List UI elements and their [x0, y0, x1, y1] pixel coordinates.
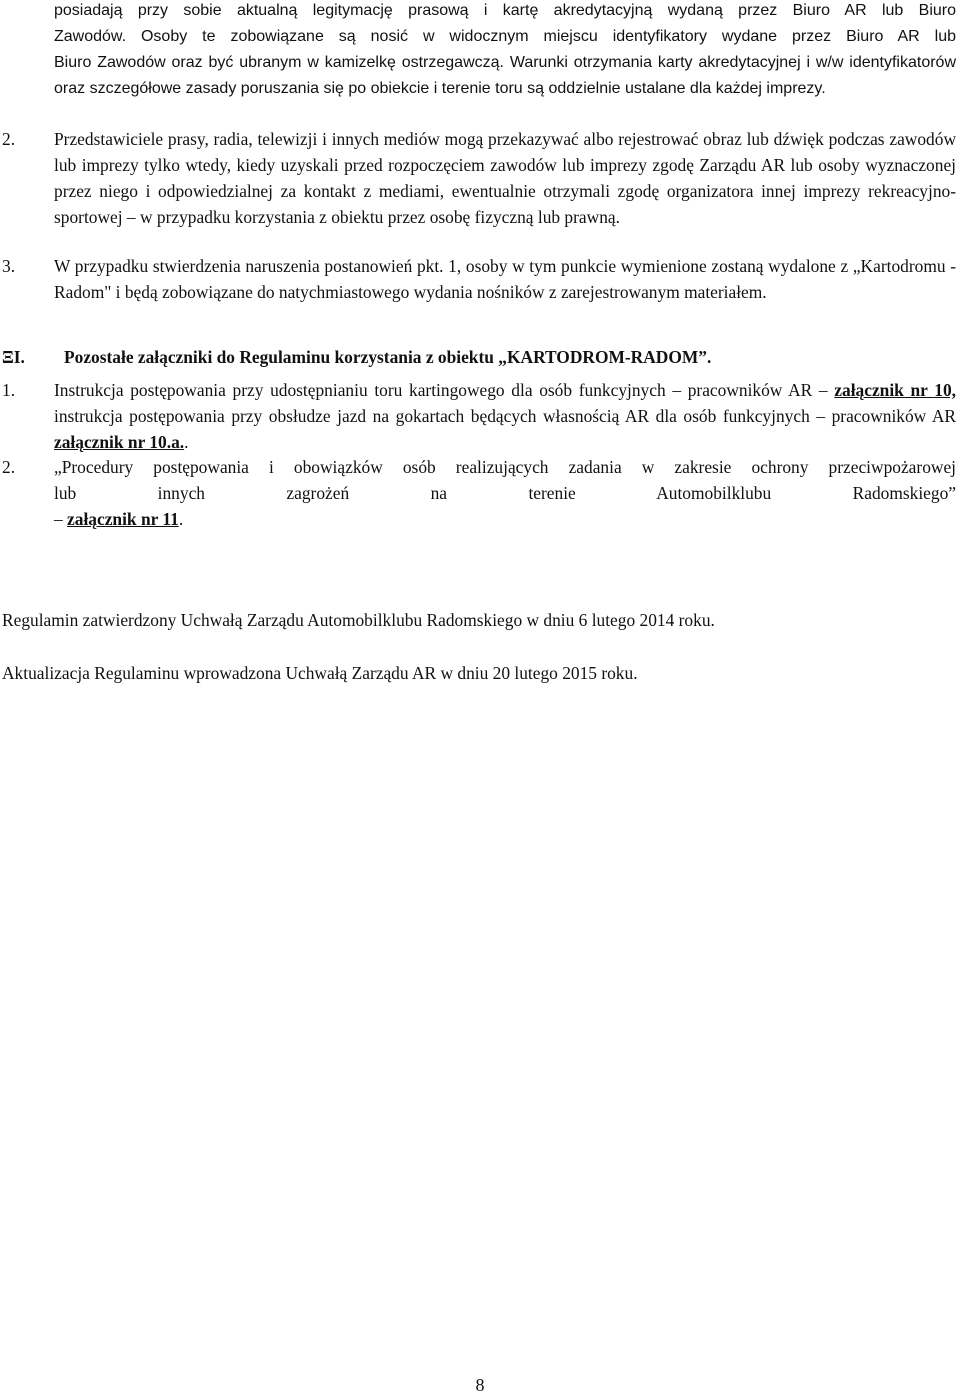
- list-item-2: [0, 126, 956, 230]
- item-1-continuation: [0, 0, 956, 102]
- item-line-2: lub innych zagrożeń na terenie Automobilklubu Radomskiego”: [54, 483, 956, 503]
- annex-item-1: [0, 377, 956, 455]
- item-number: 3.: [2, 256, 16, 276]
- item-text: W przypadku stwierdzenia naruszenia postanowień pkt. 1, osoby w tym punkcie wymienione zostaną wydalone z „Kartodromu - Radom" i będą zobowiązane do natychmiastowego wydania nośników z zarejestrowanym materiałem.: [54, 256, 956, 302]
- item-line-3: [54, 506, 956, 532]
- annex-reference-11: załącznik nr 11: [67, 509, 179, 529]
- update-statement: Aktualizacja Regulaminu wprowadzona Uchwałą Zarządu AR w dniu 20 lutego 2015 roku.: [2, 663, 638, 683]
- approval-statement: Regulamin zatwierdzony Uchwałą Zarządu Automobilklubu Radomskiego w dniu 6 lutego 2014 roku.: [2, 610, 715, 630]
- continuation-line-2: Zawodów. Osoby te zobowiązane są nosić w widocznym miejscu identyfikatory wydane przez Biuro AR lub: [54, 28, 956, 45]
- section-number: ΞI.: [2, 347, 25, 367]
- section-title: Pozostałe załączniki do Regulaminu korzystania z obiektu „KARTODROM-RADOM”.: [64, 347, 712, 367]
- item-line-1: „Procedury postępowania i obowiązków osób realizujących zadania w zakresie ochrony przeciwpożarowej: [54, 457, 956, 477]
- item-text-a: Instrukcja postępowania przy udostępnianiu toru kartingowego dla osób funkcyjnych – pracowników AR –: [54, 380, 835, 400]
- item-text-c: .: [184, 432, 189, 452]
- annex-reference-10: załącznik nr 10,: [834, 380, 956, 400]
- item-number: 2.: [2, 457, 16, 477]
- item-number: 2.: [2, 129, 16, 149]
- continuation-line-3b: Warunki otrzymania karty akredytacyjnej i w/w identyfikatorów oraz szczegółowe zasady poruszania się po obiekcie i terenie toru są oddzielnie ustalane dla każdej imprezy.: [54, 54, 956, 97]
- continuation-line-1: posiadają przy sobie aktualną legitymację prasową i kartę akredytacyjną wydaną przez Biuro AR lub Biuro: [54, 2, 956, 19]
- item-text: Przedstawiciele prasy, radia, telewizji i innych mediów mogą przekazywać albo rejestrować obraz lub dźwięk podczas zawodów lub imprezy tylko wtedy, kiedy uzyskali przed rozpoczęciem zawodów lub imprezy zgodę Zarządu AR lub osoby wyznaczonej przez niego i odpowiedzialnej za kontakt z mediami, ewentualnie otrzymali zgodę organizatora innej imprezy rekreacyjno-sportowej – w przypadku korzystania z obiektu przez osobę fizyczną lub prawną.: [54, 129, 956, 227]
- item-number: 1.: [2, 380, 16, 400]
- section-heading: [0, 344, 956, 370]
- annex-reference-10a: załącznik nr 10.a.: [54, 432, 185, 452]
- continuation-line-3a: Biuro Zawodów oraz być ubranym w kamizelkę ostrzegawczą.: [54, 54, 504, 71]
- item-dash: –: [54, 509, 68, 529]
- list-item-3: [0, 253, 956, 305]
- page-number: 8: [475, 1375, 485, 1395]
- item-text-b: instrukcja postępowania przy obsłudze jazd na gokartach będących własnością AR dla osób funkcyjnych – pracowników AR: [54, 406, 956, 426]
- item-end: .: [178, 509, 184, 529]
- annex-item-2: [0, 454, 956, 532]
